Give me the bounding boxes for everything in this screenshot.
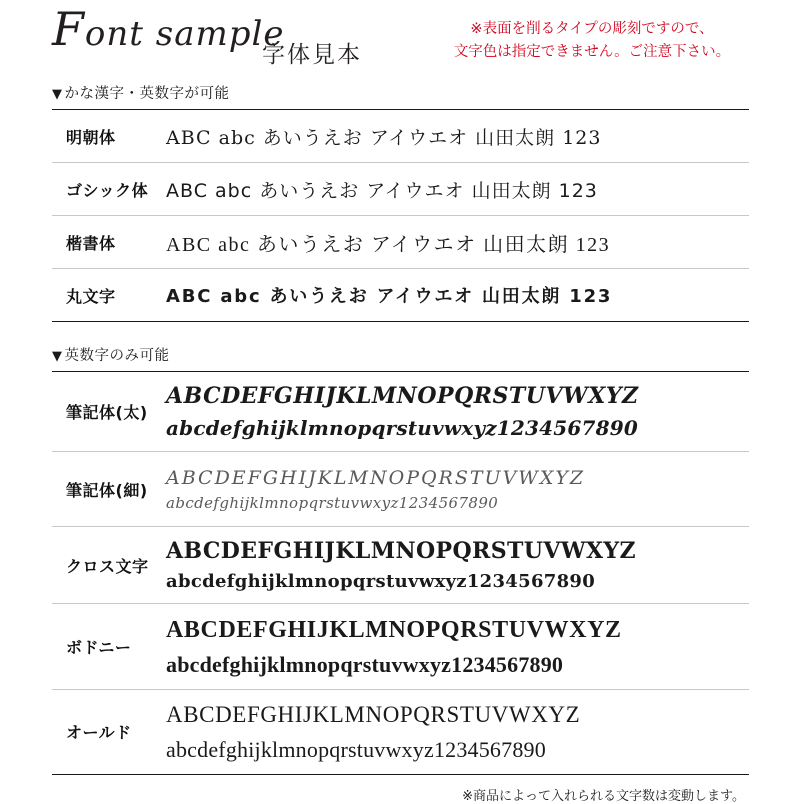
table-row <box>52 216 749 269</box>
footnote: ※商品によって入れられる文字数は変動します。 <box>462 788 745 804</box>
section-alphanumeric <box>0 344 801 775</box>
font-sample-cell <box>156 690 749 774</box>
font-table-2 <box>52 371 749 775</box>
table-row <box>52 110 749 163</box>
sample-uppercase-script-thin: ABCDEFGHIJKLMNOPQRSTUVWXYZ <box>166 466 586 489</box>
sample-uppercase-bodoni: ABCDEFGHIJKLMNOPQRSTUVWXYZ <box>166 617 622 643</box>
triangle-marker-icon: ▼ <box>52 87 63 102</box>
font-sample-cell <box>156 163 749 215</box>
table-row <box>52 604 749 690</box>
font-name-script-bold: 筆記体(太) <box>66 403 148 422</box>
section-heading-2-label: 英数字のみ可能 <box>64 348 170 364</box>
sample-text-kaisho: ABC abc あいうえお アイウエオ 山田太朗 123 <box>166 233 611 256</box>
notice-line-1: ※表面を削るタイプの彫刻ですので、 <box>470 21 714 37</box>
font-sample-cell <box>156 269 749 321</box>
table-row <box>52 372 749 452</box>
font-sample-cell <box>156 527 749 603</box>
table-row <box>52 527 749 604</box>
sample-text-marumoji: ABC abc あいうえお アイウエオ 山田太朗 123 <box>166 286 613 307</box>
font-name-bodoni: ボドニー <box>66 638 132 657</box>
font-name-marumoji: 丸文字 <box>66 286 116 306</box>
sample-uppercase-script-bold: ABCDEFGHIJKLMNOPQRSTUVWXYZ <box>166 383 639 409</box>
sample-text-gothic: ABC abc あいうえお アイウエオ 山田太朗 123 <box>166 179 598 202</box>
table-row <box>52 163 749 216</box>
font-name-gothic: ゴシック体 <box>66 180 149 200</box>
sample-lowercase-script-bold: abcdefghijklmnopqrstuvwxyz1234567890 <box>166 416 638 440</box>
section-kana-kanji <box>0 82 801 322</box>
sample-lowercase-cross: abcdefghijklmnopqrstuvwxyz1234567890 <box>166 571 596 592</box>
font-name-old: オールド <box>66 723 132 743</box>
page-title-japanese: 字体見本 <box>262 42 362 68</box>
table-row <box>52 452 749 527</box>
font-sample-cell <box>156 452 749 526</box>
table-row <box>52 269 749 321</box>
font-name-cross: クロス文字 <box>66 556 149 576</box>
sample-uppercase-old: ABCDEFGHIJKLMNOPQRSTUVWXYZ <box>166 702 581 727</box>
sample-uppercase-cross: ABCDEFGHIJKLMNOPQRSTUVWXYZ <box>166 538 636 564</box>
sample-lowercase-old: abcdefghijklmnopqrstuvwxyz1234567890 <box>166 736 546 762</box>
font-sample-cell <box>156 604 749 689</box>
notice-line-2: 文字色は指定できません。ご注意下さい。 <box>453 44 731 61</box>
page-title-script <box>52 2 285 56</box>
font-sample-cell <box>156 216 749 268</box>
font-table-1 <box>52 109 749 322</box>
font-sample-cell <box>156 110 749 162</box>
font-name-mincho: 明朝体 <box>66 127 116 147</box>
sample-text-mincho: ABC abc あいうえお アイウエオ 山田太朗 123 <box>166 126 602 149</box>
page-title-initial: F <box>52 2 85 56</box>
font-name-script-thin: 筆記体(細) <box>66 480 148 500</box>
page-title-rest: ont sample <box>84 14 285 54</box>
font-sample-cell <box>156 372 749 451</box>
notice-text <box>392 18 792 65</box>
triangle-marker-icon: ▼ <box>52 349 63 364</box>
section-heading-1 <box>52 82 801 103</box>
sample-lowercase-bodoni: abcdefghijklmnopqrstuvwxyz1234567890 <box>166 652 564 677</box>
sample-lowercase-script-thin: abcdefghijklmnopqrstuvwxyz1234567890 <box>166 494 499 512</box>
section-heading-2 <box>52 344 801 365</box>
table-row <box>52 690 749 774</box>
section-heading-1-label: かな漢字・英数字が可能 <box>64 86 230 102</box>
header <box>0 0 801 78</box>
font-name-kaisho: 楷書体 <box>66 233 116 253</box>
